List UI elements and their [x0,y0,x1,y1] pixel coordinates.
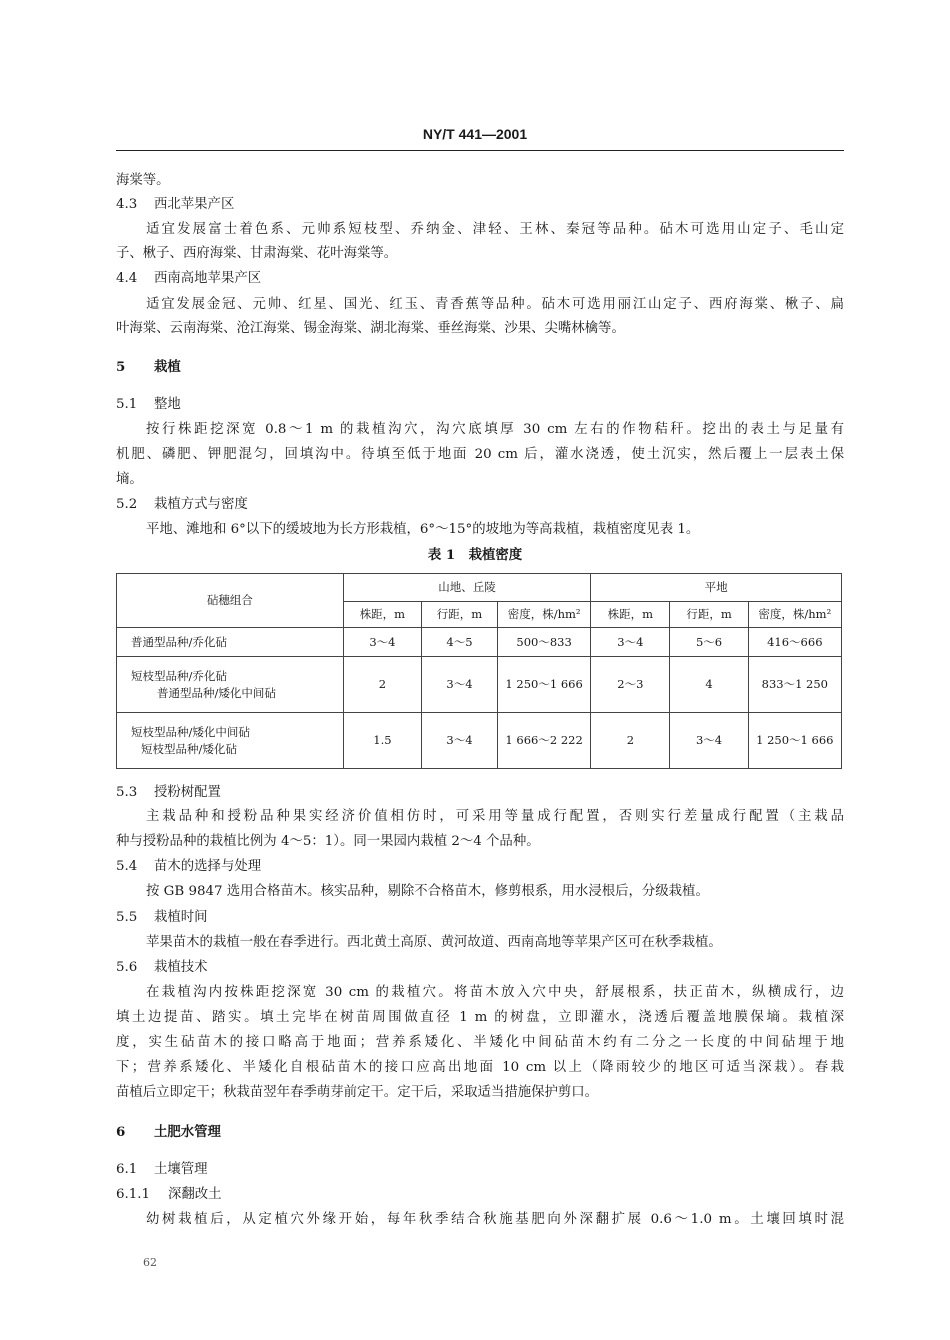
section-title: 西南高地苹果产区 [154,271,262,286]
section-title: 栽植 [154,359,181,375]
section-number: 6.1 [116,1162,138,1177]
section-number: 5.2 [116,497,138,512]
paragraph-line: 幼树栽植后，从定植穴外缘开始，每年秋季结合秋施基肥向外深翻扩展 0.6～1.0 m。土壤回填时混 [146,1212,844,1227]
combination-line: 短枝型品种/矮化砧 [141,741,237,756]
section-title: 西北苹果产区 [154,197,235,212]
paragraph-line: 适宜发展富士着色系、元帅系短枝型、乔纳金、津轻、王林、秦冠等品种。砧木可选用山定子、毛山定 [146,222,844,237]
table-cell: 2～3 [591,657,670,713]
section-heading-4-4 [116,270,261,288]
section-heading-6 [116,1123,221,1141]
combination-line: 普通型品种/矮化中间砧 [157,685,276,700]
table-row [117,713,842,769]
table-title: 表 1 栽植密度 [427,547,523,563]
header-plant-spacing: 株距，m [591,602,670,628]
combination-cell [117,628,344,657]
combination-line: 短枝型品种/乔化砧 [131,668,227,683]
table-cell: 833～1 250 [748,657,841,713]
paragraph-line: 在栽植沟内按株距挖深宽 30 cm 的栽植穴。将苗木放入穴中央，舒展根系，扶正苗木，纵横成行，边 [146,985,844,1000]
section-title: 栽植时间 [154,910,208,925]
paragraph-line: 按 GB 9847 选用合格苗木。核实品种，剔除不合格苗木，修剪根系，用水浸根后，分级栽植。 [146,884,709,899]
table-cell: 2 [343,657,421,713]
paragraph-line: 种与授粉品种的栽植比例为 4～5：1）。同一果园内栽植 2～4 个品种。 [116,834,540,849]
paragraph-line: 叶海棠、云南海棠、沧江海棠、锡金海棠、湖北海棠、垂丝海棠、沙果、尖嘴林檎等。 [116,321,625,336]
section-number: 5.5 [116,910,138,925]
table-cell: 4 [670,657,748,713]
paragraph-line: 苗植后立即定干；秋栽苗翌年春季萌芽前定干。定干后，采取适当措施保护剪口。 [116,1085,599,1100]
section-title: 苗木的选择与处理 [154,859,262,874]
combination-line: 普通型品种/乔化砧 [131,634,227,649]
table-cell: 3～4 [670,713,748,769]
header-rule [116,150,844,151]
table-cell: 3～4 [591,628,670,657]
section-number: 5.4 [116,859,138,874]
section-number: 6.1.1 [116,1187,151,1202]
header-density: 密度，株/hm² [748,602,841,628]
planting-density-table [116,573,842,769]
section-title: 栽植方式与密度 [154,497,248,512]
table-cell: 1.5 [343,713,421,769]
section-heading-5-6 [116,959,208,977]
paragraph-line: 下；营养系矮化、半矮化自根砧苗木的接口应高出地面 10 cm 以上（降雨较少的地区可适当深栽）。春栽 [116,1060,844,1075]
paragraph-line: 机肥、磷肥、钾肥混匀，回填沟中。待填至低于地面 20 cm 后，灌水浇透，使土沉实，然后覆上一层表土保 [116,447,844,462]
section-heading-5 [116,358,181,376]
section-number: 5.1 [116,397,138,412]
section-number: 4.4 [116,271,138,286]
paragraph-line: 适宜发展金冠、元帅、红星、国光、红玉、青香蕉等品种。砧木可选用丽江山定子、西府海棠、楸子、扁 [146,297,844,312]
table-cell: 2 [591,713,670,769]
standard-number-header: NY/T 441—2001 [422,126,528,142]
section-title: 栽植技术 [154,960,208,975]
paragraph-line: 苹果苗木的栽植一般在春季进行。西北黄土高原、黄河故道、西南高地等苹果产区可在秋季栽植。 [146,935,722,950]
header-row-spacing: 行距，m [421,602,497,628]
section-title: 土肥水管理 [154,1124,221,1140]
section-heading-5-3 [116,784,221,802]
section-number: 5.3 [116,785,138,800]
section-title: 深翻改土 [168,1187,222,1202]
page-number: 62 [143,1256,157,1269]
table-cell: 1 250～1 666 [497,657,590,713]
section-heading-5-4 [116,858,261,876]
header-row-spacing: 行距，m [670,602,748,628]
header-hill-group: 山地、丘陵 [343,574,590,602]
table-cell: 1 666～2 222 [497,713,590,769]
table-row [117,628,842,657]
paragraph-line: 度，实生砧苗木的接口略高于地面；营养系矮化、半矮化中间砧苗木约有二分之一长度的中间砧埋于地 [116,1035,844,1050]
table-cell: 1 250～1 666 [748,713,841,769]
header-density: 密度，株/hm² [497,602,590,628]
table-cell: 416～666 [748,628,841,657]
paragraph-line: 按行株距挖深宽 0.8～1 m 的栽植沟穴，沟穴底填厚 30 cm 左右的作物秸秆。挖出的表土与足量有 [146,422,844,437]
table-cell: 3～4 [421,657,497,713]
table-cell: 5～6 [670,628,748,657]
section-number: 5 [116,359,126,375]
section-number: 4.3 [116,197,138,212]
paragraph-line: 填土边提苗、踏实。填土完毕在树苗周围做直径 1 m 的树盘，立即灌水，浇透后覆盖地膜保墒。栽植深 [116,1010,844,1025]
section-heading-4-3 [116,196,234,214]
section-title: 土壤管理 [154,1162,208,1177]
paragraph-line: 墒。 [116,472,143,487]
section-heading-6-1-1 [116,1186,222,1204]
paragraph-line: 海棠等。 [116,173,170,188]
header-flat-group: 平地 [591,574,842,602]
section-heading-6-1 [116,1161,208,1179]
table-cell: 3～4 [343,628,421,657]
combination-cell [117,657,344,713]
section-title: 授粉树配置 [154,785,221,800]
table-cell: 500～833 [497,628,590,657]
section-heading-5-5 [116,909,208,927]
combination-cell [117,713,344,769]
section-heading-5-2 [116,496,248,514]
header-combination: 砧穗组合 [117,574,344,628]
table-cell: 3～4 [421,713,497,769]
section-title: 整地 [154,397,181,412]
paragraph-line: 子、楸子、西府海棠、甘肃海棠、花叶海棠等。 [116,246,398,261]
section-heading-5-1 [116,396,181,414]
header-plant-spacing: 株距，m [343,602,421,628]
table-cell: 4～5 [421,628,497,657]
section-number: 6 [116,1124,126,1140]
table-row [117,657,842,713]
paragraph-line: 平地、滩地和 6°以下的缓坡地为长方形栽植，6°～15°的坡地为等高栽植，栽植密度见表 1。 [146,522,700,537]
combination-line: 短枝型品种/矮化中间砧 [131,724,250,739]
section-number: 5.6 [116,960,138,975]
paragraph-line: 主栽品种和授粉品种果实经济价值相仿时，可采用等量成行配置，否则实行差量成行配置（主栽品 [146,809,844,824]
